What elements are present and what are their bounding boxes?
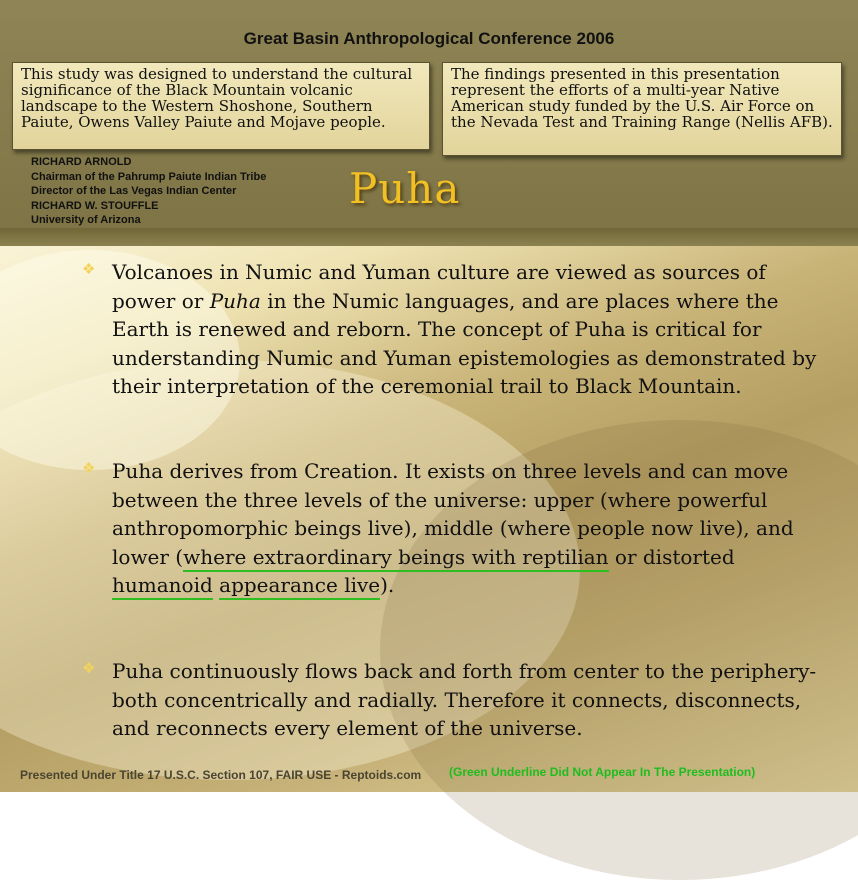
bullet-text-segment: in the Numic languages, and are places where the Earth is renewed and reborn. The concept of Puha is critical for understanding Numic and Yuman epistemologies as demonstrated by their interpretation of the ceremonial trail to Black Mountain. — [112, 288, 817, 398]
divider-band — [0, 228, 858, 246]
underline-disclaimer: (Green Underline Did Not Appear In The Presentation) — [449, 765, 756, 779]
bullet-text — [112, 457, 832, 600]
diamond-bullet-icon: ❖ — [82, 659, 96, 677]
bullet-text — [112, 258, 832, 401]
slide-title: Puha — [349, 164, 461, 213]
green-underlined-text: appearance live — [219, 573, 380, 600]
green-underlined-text: humanoid — [112, 573, 213, 600]
author-name: RICHARD ARNOLD — [31, 156, 132, 168]
bullet-item — [82, 457, 832, 600]
bullet-text-segment: ). — [380, 573, 395, 597]
green-underlined-text: where extraordinary beings with reptilian — [183, 545, 608, 572]
conference-title: Great Basin Anthropological Conference 2006 — [243, 29, 615, 48]
diamond-bullet-icon: ❖ — [82, 260, 96, 278]
study-description-box — [12, 62, 430, 150]
bullet-text-segment: Volcanoes in Numic and Yuman culture are viewed as sources of power or — [112, 260, 766, 313]
author-name: RICHARD W. STOUFFLE — [31, 199, 159, 212]
study-description-text: This study was designed to understand the cultural significance of the Black Mountain volcanic landscape to the Western Shoshone, Southern Paiute, Owens Valley Paiute and Mojave people. — [21, 65, 413, 131]
author-affiliation: Chairman of the Pahrump Paiute Indian Tribe — [31, 170, 267, 183]
fair-use-notice: Presented Under Title 17 U.S.C. Section 107, FAIR USE - Reptoids.com — [20, 768, 422, 782]
author-affiliation: University of Arizona — [31, 214, 141, 226]
diamond-bullet-icon: ❖ — [82, 459, 96, 477]
bullet-item — [82, 657, 832, 743]
findings-text: The findings presented in this presentation represent the efforts of a multi-year Native American study funded by the U.S. Air Force on the Nevada Test and Training Range (Nellis AFB). — [451, 65, 833, 131]
bullet-item — [82, 258, 832, 401]
bullet-text-segment: Puha derives from Creation. It exists on three levels and can move between the three levels of the universe: upper (where powerful anthropomorphic beings live), middle (where people now live), and lower ( — [112, 459, 794, 569]
bullet-text-segment: or distorted — [608, 544, 735, 569]
bullet-text: Puha continuously flows back and forth from center to the periphery-both concentrically and radially. Therefore it connects, disconnects, and reconnects every element of the universe. — [112, 659, 817, 740]
puha-italic-term: Puha — [209, 288, 261, 313]
author-affiliation: Director of the Las Vegas Indian Center — [31, 185, 237, 197]
findings-box — [442, 62, 842, 156]
author-credits — [31, 155, 266, 228]
